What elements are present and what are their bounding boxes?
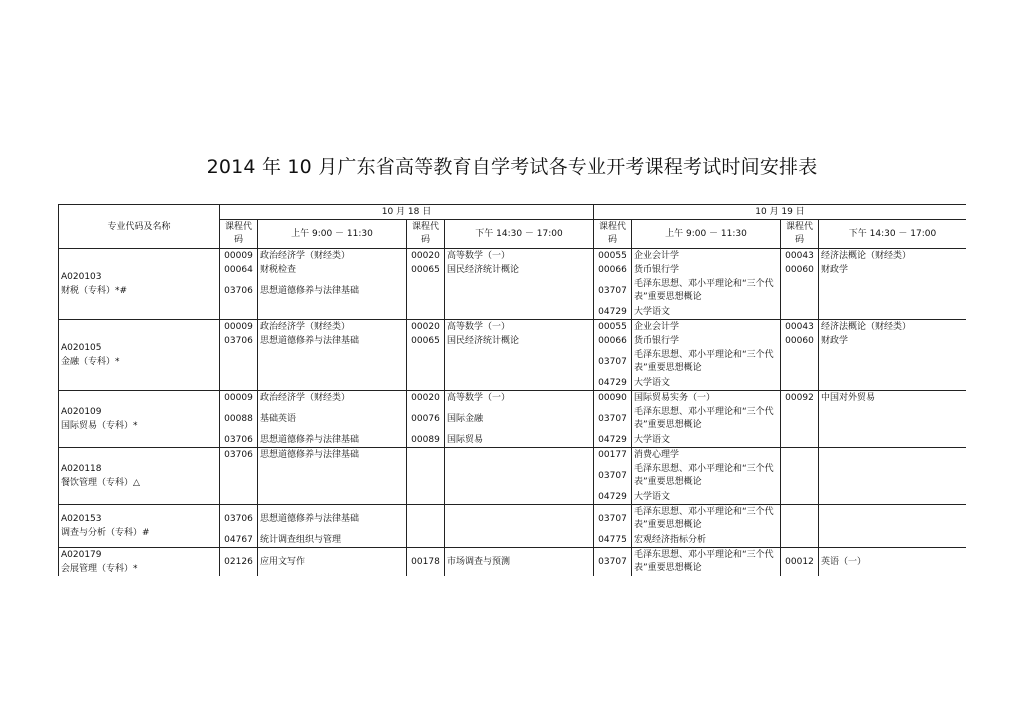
course-code: 00020 [411, 322, 440, 332]
major-code: A020103 [61, 272, 102, 282]
empty-slot [821, 462, 964, 490]
d19-pm-course-cell [819, 505, 967, 548]
page-title: 2014 年 10 月广东省高等教育自学考试各专业开考课程考试时间安排表 [206, 156, 818, 178]
course-name: 国际金融 [447, 413, 484, 424]
course-name: 大学语文 [634, 378, 671, 388]
empty-slot [783, 505, 816, 533]
course-name: 毛泽东思想、邓小平理论和“三个代表”重要思想概论 [634, 407, 774, 430]
course-name: 经济法概论（财经类） [821, 251, 912, 261]
course-code: 00012 [785, 556, 814, 567]
d18-pm-code-cell [407, 448, 445, 505]
course-code: 03707 [598, 356, 627, 367]
empty-slot [447, 505, 591, 533]
course-code: 00066 [598, 336, 627, 346]
course-name: 大学语文 [634, 435, 671, 445]
major-code: A020153 [61, 514, 102, 524]
course-name: 国民经济统计概论 [447, 265, 520, 275]
course-code: 00065 [411, 265, 440, 275]
empty-slot [260, 462, 404, 490]
code-header: 课程代码 [781, 220, 819, 249]
course-code: 00178 [411, 556, 440, 567]
d18-am-code-cell [220, 505, 258, 548]
code-header: 课程代码 [220, 220, 258, 249]
course-name: 政治经济学（财经类） [260, 322, 351, 332]
afternoon-header: 下午 14:30 － 17:00 [445, 220, 594, 249]
course-name: 中国对外贸易 [821, 393, 876, 403]
course-code: 04775 [598, 535, 627, 545]
course-name: 毛泽东思想、邓小平理论和“三个代表”重要思想概论 [634, 279, 774, 302]
course-code: 00065 [411, 336, 440, 346]
course-code: 00060 [785, 336, 814, 346]
d18-am-course-cell [258, 448, 407, 505]
major-code: A020179 [61, 550, 102, 560]
major-cell [59, 548, 220, 577]
course-name: 英语（一） [821, 556, 867, 567]
course-name: 毛泽东思想、邓小平理论和“三个代表”重要思想概论 [634, 550, 774, 573]
major-name: 会展管理（专科）* [61, 564, 138, 574]
empty-slot [783, 448, 816, 462]
course-code: 00043 [785, 322, 814, 332]
empty-slot [260, 376, 404, 390]
d19-am-course-cell [632, 548, 781, 577]
d18-am-code-cell [220, 320, 258, 391]
course-name: 思想道德修养与法律基础 [260, 435, 360, 445]
date-header-oct19: 10 月 19 日 [594, 205, 967, 220]
d18-pm-code-cell [407, 548, 445, 577]
major-cell [59, 320, 220, 391]
empty-slot [447, 376, 591, 390]
d19-pm-code-cell [781, 391, 819, 448]
empty-slot [409, 305, 442, 319]
course-name: 国民经济统计概论 [447, 336, 520, 346]
course-code: 00088 [224, 413, 253, 424]
d18-pm-code-cell [407, 249, 445, 320]
course-name: 毛泽东思想、邓小平理论和“三个代表”重要思想概论 [634, 464, 774, 487]
empty-slot [409, 505, 442, 533]
course-code: 00020 [411, 251, 440, 261]
course-name: 政治经济学（财经类） [260, 251, 351, 261]
d19-am-course-cell [632, 448, 781, 505]
course-code: 04767 [224, 535, 253, 545]
empty-slot [783, 277, 816, 305]
empty-slot [821, 405, 964, 433]
d19-pm-code-cell [781, 505, 819, 548]
course-code: 04729 [598, 435, 627, 445]
major-cell [59, 448, 220, 505]
course-name: 高等数学（一） [447, 251, 511, 261]
empty-slot [783, 376, 816, 390]
major-cell [59, 505, 220, 548]
empty-slot [783, 305, 816, 319]
d19-am-code-cell [594, 505, 632, 548]
empty-slot [821, 277, 964, 305]
course-code: 03706 [224, 285, 253, 296]
empty-slot [821, 348, 964, 376]
empty-slot [783, 433, 816, 447]
code-header: 课程代码 [407, 220, 445, 249]
major-name: 调查与分析（专科）# [61, 528, 150, 538]
d19-pm-code-cell [781, 249, 819, 320]
d18-pm-course-cell [445, 320, 594, 391]
course-name: 统计调查组织与管理 [260, 535, 342, 545]
course-code: 03707 [598, 285, 627, 296]
empty-slot [821, 376, 964, 390]
course-code: 00055 [598, 322, 627, 332]
empty-slot [409, 462, 442, 490]
morning-header: 上午 9:00 － 11:30 [632, 220, 781, 249]
course-name: 基础英语 [260, 413, 297, 424]
course-name: 毛泽东思想、邓小平理论和“三个代表”重要思想概论 [634, 507, 774, 530]
code-header: 课程代码 [594, 220, 632, 249]
course-name: 经济法概论（财经类） [821, 322, 912, 332]
empty-slot [783, 462, 816, 490]
course-code: 04729 [598, 492, 627, 502]
d19-pm-code-cell [781, 448, 819, 505]
course-code: 00043 [785, 251, 814, 261]
d19-am-course-cell [632, 505, 781, 548]
course-name: 宏观经济指标分析 [634, 535, 707, 545]
course-code: 03707 [598, 470, 627, 481]
d19-pm-course-cell [819, 391, 967, 448]
d18-pm-code-cell [407, 505, 445, 548]
course-code: 00064 [224, 265, 253, 275]
d18-am-course-cell [258, 320, 407, 391]
major-cell [59, 249, 220, 320]
table-row [59, 505, 967, 548]
d18-am-course-cell [258, 548, 407, 577]
course-name: 财税检查 [260, 265, 297, 275]
date-header-oct18: 10 月 18 日 [220, 205, 594, 220]
d19-pm-course-cell [819, 249, 967, 320]
table-row [59, 391, 967, 448]
d19-am-code-cell [594, 548, 632, 577]
empty-slot [447, 533, 591, 547]
d18-pm-code-cell [407, 391, 445, 448]
course-name: 企业会计学 [634, 251, 680, 261]
course-code: 03706 [224, 450, 253, 460]
d19-pm-course-cell [819, 448, 967, 505]
major-code: A020118 [61, 464, 102, 474]
course-code: 00090 [598, 393, 627, 403]
empty-slot [409, 277, 442, 305]
course-name: 思想道德修养与法律基础 [260, 336, 360, 346]
course-name: 思想道德修养与法律基础 [260, 450, 360, 460]
d18-am-course-cell [258, 391, 407, 448]
empty-slot [409, 533, 442, 547]
course-name: 企业会计学 [634, 322, 680, 332]
table-row [59, 320, 967, 391]
empty-slot [260, 305, 404, 319]
course-code: 03706 [224, 336, 253, 346]
course-code: 00009 [224, 322, 253, 332]
d18-pm-code-cell [407, 320, 445, 391]
major-name: 国际贸易（专科）* [61, 421, 138, 431]
d18-am-course-cell [258, 249, 407, 320]
course-code: 03706 [224, 513, 253, 524]
schedule-sheet [58, 204, 966, 596]
d19-am-course-cell [632, 320, 781, 391]
course-name: 毛泽东思想、邓小平理论和“三个代表”重要思想概论 [634, 350, 774, 373]
d19-am-code-cell [594, 391, 632, 448]
course-name: 思想道德修养与法律基础 [260, 285, 360, 296]
course-code: 00076 [411, 413, 440, 424]
table-row [59, 548, 967, 577]
empty-slot [222, 305, 255, 319]
d18-pm-course-cell [445, 548, 594, 577]
course-code: 00092 [785, 393, 814, 403]
empty-slot [260, 348, 404, 376]
empty-slot [222, 376, 255, 390]
course-code: 00060 [785, 265, 814, 275]
course-code: 02126 [224, 556, 253, 567]
course-code: 00020 [411, 393, 440, 403]
d19-am-course-cell [632, 249, 781, 320]
d18-pm-course-cell [445, 448, 594, 505]
d18-am-course-cell [258, 505, 407, 548]
d18-pm-course-cell [445, 391, 594, 448]
empty-slot [783, 533, 816, 547]
major-code: A020109 [61, 407, 102, 417]
d18-am-code-cell [220, 448, 258, 505]
d19-am-code-cell [594, 448, 632, 505]
empty-slot [222, 348, 255, 376]
table-row [59, 249, 967, 320]
course-name: 应用文写作 [260, 556, 306, 567]
empty-slot [821, 448, 964, 462]
empty-slot [409, 376, 442, 390]
course-name: 高等数学（一） [447, 393, 511, 403]
course-name: 消费心理学 [634, 450, 680, 460]
d18-am-code-cell [220, 548, 258, 577]
course-code: 04729 [598, 307, 627, 317]
major-cell [59, 391, 220, 448]
course-code: 00066 [598, 265, 627, 275]
course-code: 03706 [224, 435, 253, 445]
major-name: 财税（专科）*# [61, 286, 128, 296]
course-code: 03707 [598, 556, 627, 567]
empty-slot [821, 433, 964, 447]
empty-slot [409, 490, 442, 504]
empty-slot [821, 533, 964, 547]
course-name: 市场调查与预测 [447, 556, 511, 567]
empty-slot [447, 348, 591, 376]
empty-slot [409, 348, 442, 376]
course-code: 03707 [598, 413, 627, 424]
d19-pm-code-cell [781, 548, 819, 577]
empty-slot [447, 462, 591, 490]
d18-am-code-cell [220, 391, 258, 448]
course-name: 国际贸易 [447, 435, 484, 445]
course-code: 00009 [224, 251, 253, 261]
afternoon-header: 下午 14:30 － 17:00 [819, 220, 967, 249]
course-name: 思想道德修养与法律基础 [260, 513, 360, 524]
empty-slot [447, 277, 591, 305]
course-name: 大学语文 [634, 307, 671, 317]
course-code: 04729 [598, 378, 627, 388]
d18-pm-course-cell [445, 249, 594, 320]
major-name: 金融（专科）* [61, 357, 120, 367]
d19-pm-code-cell [781, 320, 819, 391]
course-name: 政治经济学（财经类） [260, 393, 351, 403]
empty-slot [222, 462, 255, 490]
empty-slot [447, 490, 591, 504]
course-code: 00055 [598, 251, 627, 261]
d19-pm-course-cell [819, 548, 967, 577]
empty-slot [260, 490, 404, 504]
course-name: 国际贸易实务（一） [634, 393, 716, 403]
major-header: 专业代码及名称 [59, 205, 220, 249]
course-name: 货币银行学 [634, 265, 680, 275]
course-name: 大学语文 [634, 492, 671, 502]
major-code: A020105 [61, 343, 102, 353]
d18-pm-course-cell [445, 505, 594, 548]
morning-header: 上午 9:00 － 11:30 [258, 220, 407, 249]
course-name: 高等数学（一） [447, 322, 511, 332]
schedule-table [58, 204, 966, 576]
empty-slot [783, 405, 816, 433]
empty-slot [783, 348, 816, 376]
empty-slot [821, 490, 964, 504]
d19-pm-course-cell [819, 320, 967, 391]
empty-slot [821, 505, 964, 533]
d19-am-course-cell [632, 391, 781, 448]
major-name: 餐饮管理（专科）△ [61, 478, 140, 488]
empty-slot [222, 490, 255, 504]
empty-slot [447, 305, 591, 319]
course-code: 00177 [598, 450, 627, 460]
empty-slot [783, 490, 816, 504]
course-code: 00089 [411, 435, 440, 445]
course-name: 财政学 [821, 265, 849, 275]
d19-am-code-cell [594, 320, 632, 391]
empty-slot [821, 305, 964, 319]
d18-am-code-cell [220, 249, 258, 320]
table-row [59, 448, 967, 505]
course-name: 财政学 [821, 336, 849, 346]
empty-slot [447, 448, 591, 462]
empty-slot [409, 448, 442, 462]
course-name: 货币银行学 [634, 336, 680, 346]
course-code: 03707 [598, 513, 627, 524]
course-code: 00009 [224, 393, 253, 403]
d19-am-code-cell [594, 249, 632, 320]
